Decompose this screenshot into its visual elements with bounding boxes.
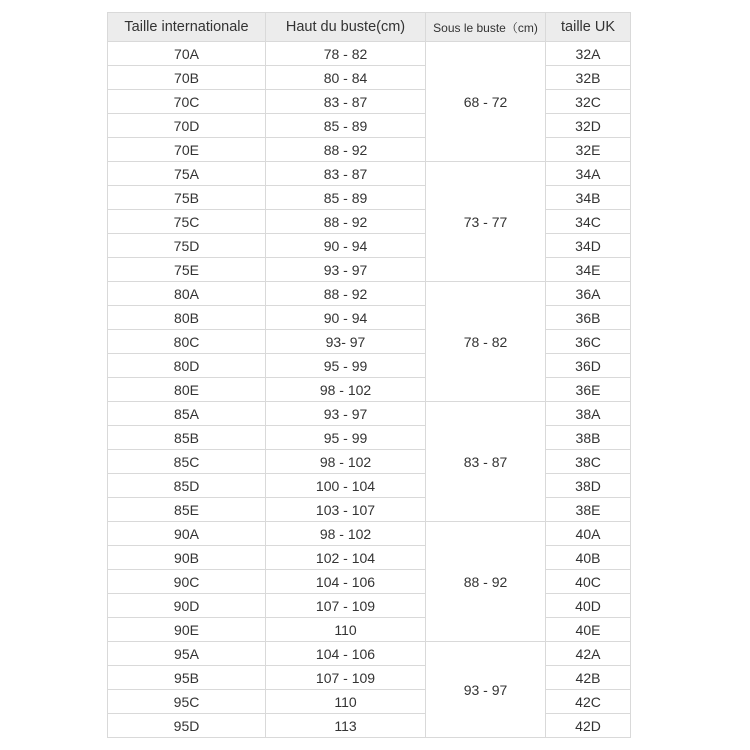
cell-spacer bbox=[631, 282, 638, 306]
cell-bust: 83 - 87 bbox=[266, 162, 426, 186]
cell-spacer bbox=[631, 402, 638, 426]
table-row bbox=[108, 594, 638, 618]
cell-intl-size: 90A bbox=[108, 522, 266, 546]
cell-intl-size: 85A bbox=[108, 402, 266, 426]
table-row bbox=[108, 474, 638, 498]
cell-spacer bbox=[631, 378, 638, 402]
cell-under-bust: 78 - 82 bbox=[426, 282, 546, 402]
table-row bbox=[108, 138, 638, 162]
cell-spacer bbox=[631, 114, 638, 138]
table-row bbox=[108, 210, 638, 234]
header-bust: Haut du buste(cm) bbox=[266, 13, 426, 42]
cell-under-bust: 73 - 77 bbox=[426, 162, 546, 282]
cell-spacer bbox=[631, 426, 638, 450]
cell-uk-size: 38C bbox=[546, 450, 631, 474]
cell-spacer bbox=[631, 666, 638, 690]
cell-uk-size: 34E bbox=[546, 258, 631, 282]
cell-uk-size: 40B bbox=[546, 546, 631, 570]
cell-intl-size: 90D bbox=[108, 594, 266, 618]
cell-intl-size: 70B bbox=[108, 66, 266, 90]
cell-spacer bbox=[631, 354, 638, 378]
cell-uk-size: 32D bbox=[546, 114, 631, 138]
table-row bbox=[108, 282, 638, 306]
table-row bbox=[108, 162, 638, 186]
cell-intl-size: 85B bbox=[108, 426, 266, 450]
cell-bust: 95 - 99 bbox=[266, 354, 426, 378]
cell-intl-size: 70E bbox=[108, 138, 266, 162]
cell-uk-size: 34B bbox=[546, 186, 631, 210]
cell-spacer bbox=[631, 306, 638, 330]
table-row bbox=[108, 618, 638, 642]
cell-spacer bbox=[631, 450, 638, 474]
cell-intl-size: 80C bbox=[108, 330, 266, 354]
cell-bust: 90 - 94 bbox=[266, 306, 426, 330]
cell-intl-size: 75A bbox=[108, 162, 266, 186]
cell-intl-size: 80B bbox=[108, 306, 266, 330]
cell-spacer bbox=[631, 570, 638, 594]
table-row bbox=[108, 354, 638, 378]
cell-uk-size: 40D bbox=[546, 594, 631, 618]
table-row bbox=[108, 714, 638, 738]
cell-bust: 88 - 92 bbox=[266, 138, 426, 162]
cell-bust: 110 bbox=[266, 690, 426, 714]
cell-intl-size: 95D bbox=[108, 714, 266, 738]
cell-uk-size: 36E bbox=[546, 378, 631, 402]
cell-under-bust: 93 - 97 bbox=[426, 642, 546, 738]
size-table bbox=[107, 12, 638, 738]
cell-uk-size: 34C bbox=[546, 210, 631, 234]
table-row bbox=[108, 450, 638, 474]
table-row bbox=[108, 666, 638, 690]
cell-uk-size: 32B bbox=[546, 66, 631, 90]
cell-intl-size: 70A bbox=[108, 42, 266, 66]
size-chart bbox=[107, 12, 637, 738]
table-row bbox=[108, 258, 638, 282]
cell-spacer bbox=[631, 330, 638, 354]
cell-spacer bbox=[631, 714, 638, 738]
cell-under-bust: 68 - 72 bbox=[426, 42, 546, 162]
cell-intl-size: 80A bbox=[108, 282, 266, 306]
cell-spacer bbox=[631, 186, 638, 210]
cell-bust: 83 - 87 bbox=[266, 90, 426, 114]
cell-bust: 98 - 102 bbox=[266, 378, 426, 402]
table-row bbox=[108, 306, 638, 330]
table-row bbox=[108, 690, 638, 714]
cell-uk-size: 38D bbox=[546, 474, 631, 498]
cell-bust: 107 - 109 bbox=[266, 666, 426, 690]
cell-intl-size: 70C bbox=[108, 90, 266, 114]
cell-bust: 107 - 109 bbox=[266, 594, 426, 618]
cell-uk-size: 38B bbox=[546, 426, 631, 450]
cell-uk-size: 42C bbox=[546, 690, 631, 714]
cell-spacer bbox=[631, 66, 638, 90]
cell-bust: 100 - 104 bbox=[266, 474, 426, 498]
cell-bust: 80 - 84 bbox=[266, 66, 426, 90]
cell-uk-size: 34A bbox=[546, 162, 631, 186]
table-row bbox=[108, 402, 638, 426]
cell-intl-size: 90E bbox=[108, 618, 266, 642]
table-row bbox=[108, 330, 638, 354]
cell-bust: 113 bbox=[266, 714, 426, 738]
cell-spacer bbox=[631, 234, 638, 258]
cell-uk-size: 42D bbox=[546, 714, 631, 738]
cell-bust: 95 - 99 bbox=[266, 426, 426, 450]
cell-spacer bbox=[631, 546, 638, 570]
cell-intl-size: 80D bbox=[108, 354, 266, 378]
cell-bust: 85 - 89 bbox=[266, 114, 426, 138]
cell-under-bust: 88 - 92 bbox=[426, 522, 546, 642]
cell-under-bust: 83 - 87 bbox=[426, 402, 546, 522]
cell-intl-size: 95C bbox=[108, 690, 266, 714]
cell-spacer bbox=[631, 162, 638, 186]
cell-bust: 104 - 106 bbox=[266, 570, 426, 594]
cell-bust: 85 - 89 bbox=[266, 186, 426, 210]
cell-intl-size: 90C bbox=[108, 570, 266, 594]
cell-spacer bbox=[631, 210, 638, 234]
header-under-bust: Sous le buste（cm) bbox=[426, 13, 546, 42]
cell-intl-size: 75D bbox=[108, 234, 266, 258]
cell-intl-size: 95A bbox=[108, 642, 266, 666]
table-row bbox=[108, 234, 638, 258]
cell-uk-size: 38E bbox=[546, 498, 631, 522]
cell-intl-size: 80E bbox=[108, 378, 266, 402]
header-uk-size: taille UK bbox=[546, 13, 631, 42]
table-row bbox=[108, 186, 638, 210]
table-row bbox=[108, 42, 638, 66]
cell-uk-size: 40A bbox=[546, 522, 631, 546]
table-row bbox=[108, 426, 638, 450]
cell-spacer bbox=[631, 138, 638, 162]
cell-uk-size: 36C bbox=[546, 330, 631, 354]
cell-bust: 88 - 92 bbox=[266, 282, 426, 306]
header-row bbox=[108, 13, 638, 42]
cell-bust: 78 - 82 bbox=[266, 42, 426, 66]
cell-bust: 93- 97 bbox=[266, 330, 426, 354]
cell-intl-size: 75E bbox=[108, 258, 266, 282]
cell-bust: 110 bbox=[266, 618, 426, 642]
cell-intl-size: 75C bbox=[108, 210, 266, 234]
table-row bbox=[108, 114, 638, 138]
cell-bust: 98 - 102 bbox=[266, 522, 426, 546]
cell-spacer bbox=[631, 474, 638, 498]
cell-intl-size: 75B bbox=[108, 186, 266, 210]
table-row bbox=[108, 66, 638, 90]
cell-uk-size: 42A bbox=[546, 642, 631, 666]
cell-bust: 104 - 106 bbox=[266, 642, 426, 666]
cell-intl-size: 70D bbox=[108, 114, 266, 138]
table-row bbox=[108, 642, 638, 666]
table-row bbox=[108, 570, 638, 594]
cell-uk-size: 32E bbox=[546, 138, 631, 162]
cell-spacer bbox=[631, 594, 638, 618]
cell-intl-size: 85D bbox=[108, 474, 266, 498]
cell-intl-size: 85C bbox=[108, 450, 266, 474]
cell-spacer bbox=[631, 690, 638, 714]
table-row bbox=[108, 90, 638, 114]
cell-bust: 98 - 102 bbox=[266, 450, 426, 474]
cell-bust: 103 - 107 bbox=[266, 498, 426, 522]
cell-bust: 102 - 104 bbox=[266, 546, 426, 570]
cell-bust: 90 - 94 bbox=[266, 234, 426, 258]
cell-spacer bbox=[631, 522, 638, 546]
cell-uk-size: 32C bbox=[546, 90, 631, 114]
cell-uk-size: 38A bbox=[546, 402, 631, 426]
table-row bbox=[108, 498, 638, 522]
cell-uk-size: 36A bbox=[546, 282, 631, 306]
cell-spacer bbox=[631, 498, 638, 522]
cell-uk-size: 42B bbox=[546, 666, 631, 690]
cell-bust: 88 - 92 bbox=[266, 210, 426, 234]
cell-bust: 93 - 97 bbox=[266, 402, 426, 426]
cell-intl-size: 85E bbox=[108, 498, 266, 522]
table-body bbox=[108, 42, 638, 738]
cell-spacer bbox=[631, 90, 638, 114]
cell-uk-size: 40E bbox=[546, 618, 631, 642]
cell-uk-size: 36D bbox=[546, 354, 631, 378]
cell-intl-size: 90B bbox=[108, 546, 266, 570]
cell-bust: 93 - 97 bbox=[266, 258, 426, 282]
cell-uk-size: 34D bbox=[546, 234, 631, 258]
cell-uk-size: 36B bbox=[546, 306, 631, 330]
cell-uk-size: 32A bbox=[546, 42, 631, 66]
cell-spacer bbox=[631, 642, 638, 666]
header-intl-size: Taille internationale bbox=[108, 13, 266, 42]
cell-spacer bbox=[631, 258, 638, 282]
cell-spacer bbox=[631, 42, 638, 66]
table-row bbox=[108, 378, 638, 402]
table-row bbox=[108, 522, 638, 546]
header-spacer bbox=[631, 13, 638, 42]
cell-spacer bbox=[631, 618, 638, 642]
table-row bbox=[108, 546, 638, 570]
cell-uk-size: 40C bbox=[546, 570, 631, 594]
cell-intl-size: 95B bbox=[108, 666, 266, 690]
